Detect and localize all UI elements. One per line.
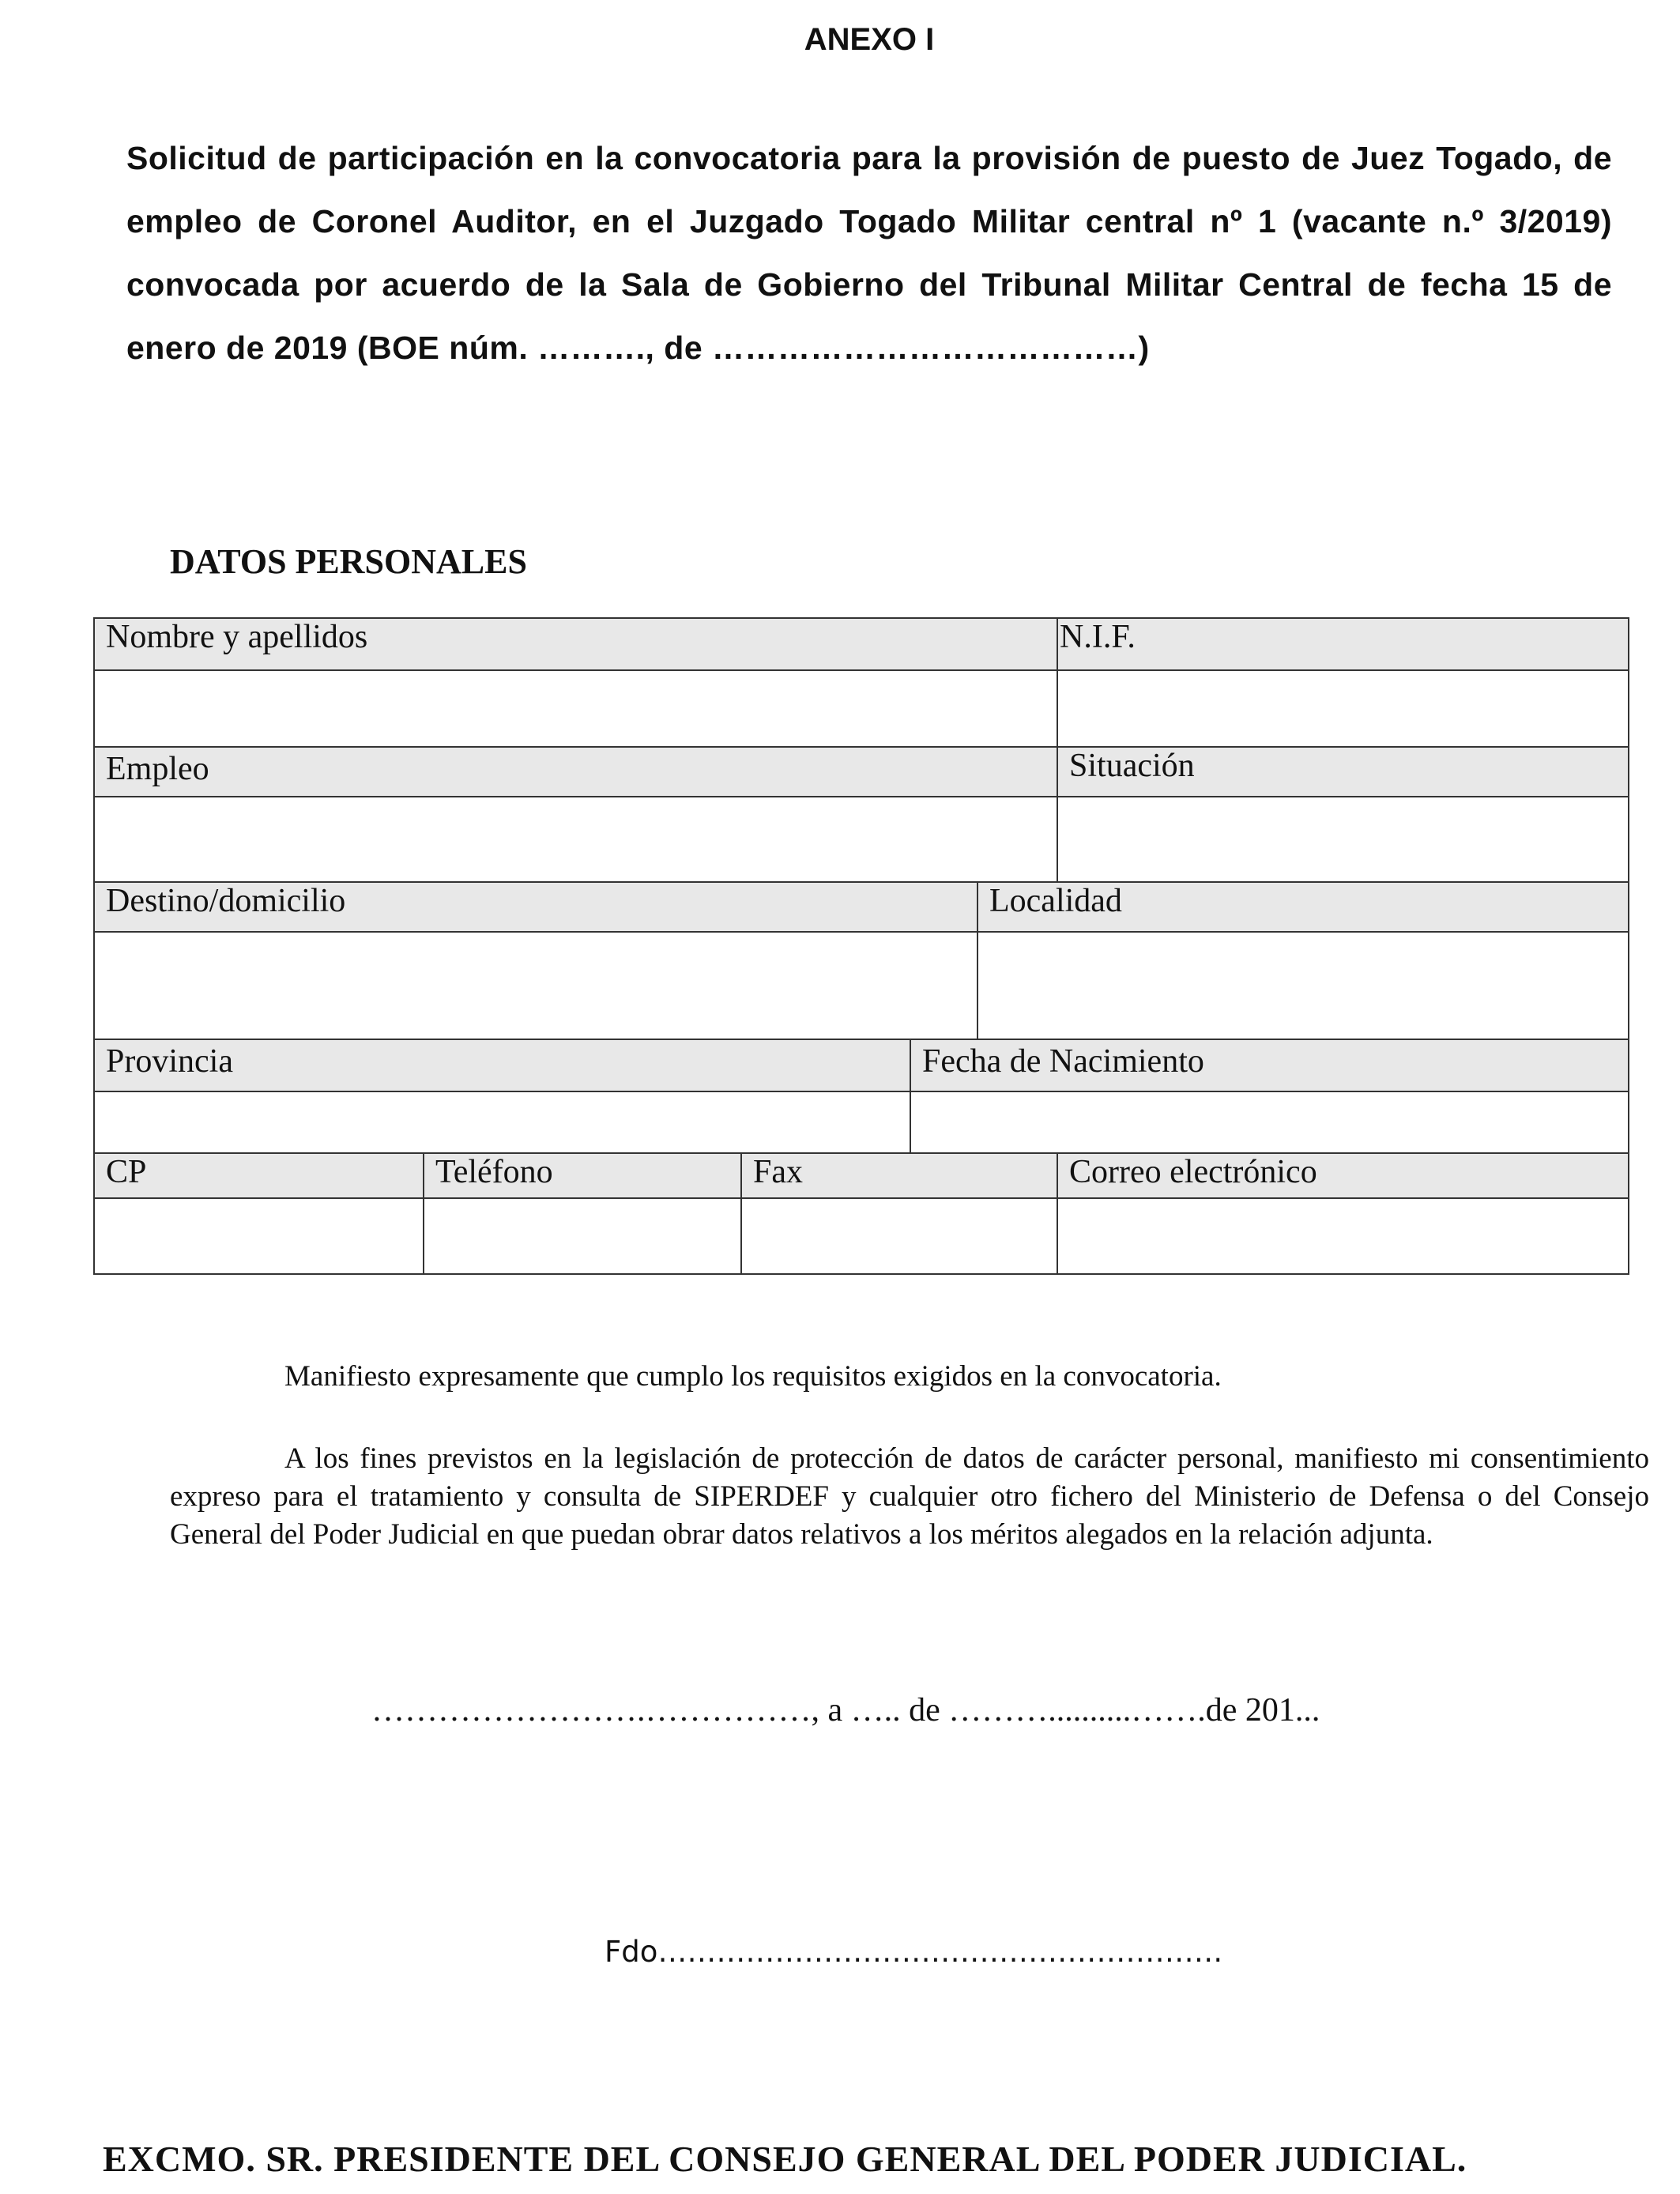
postal-code-label: CP bbox=[95, 1154, 424, 1199]
application-intro: Solicitud de participación en la convocatoria para la provisión de puesto de Juez Togado, de empleo de Coronel Auditor, en el Juzgado Togado Militar central nº 1 (vacante n.º 3/2019) convocada por acuerdo de la Sala de Gobierno del Tribunal Militar Central de fecha 15 de enero de 2019 (BOE núm. ………., de …………………………………) bbox=[126, 140, 1612, 366]
postal-code-field[interactable] bbox=[95, 1199, 424, 1273]
birth-date-label: Fecha de Nacimiento bbox=[911, 1040, 1628, 1092]
email-label: Correo electrónico bbox=[1058, 1154, 1628, 1199]
nif-field[interactable] bbox=[1058, 671, 1628, 748]
fax-field[interactable] bbox=[742, 1199, 1058, 1273]
province-field[interactable] bbox=[95, 1092, 911, 1154]
phone-field[interactable] bbox=[424, 1199, 742, 1273]
name-label: Nombre y apellidos bbox=[95, 619, 1058, 671]
situation-label: Situación bbox=[1058, 748, 1628, 797]
name-field[interactable] bbox=[95, 671, 1058, 748]
phone-label: Teléfono bbox=[424, 1154, 742, 1199]
birth-date-field[interactable] bbox=[911, 1092, 1628, 1154]
signature-line: Fdo…………………………………………………. bbox=[605, 1935, 1223, 1969]
fax-label: Fax bbox=[742, 1154, 1058, 1199]
data-consent-statement: A los fines previstos en la legislación de protección de datos de carácter personal, manifiesto mi consentimiento expreso para el tratamiento y consulta de SIPERDEF y cualquier otro fichero del Ministerio de Defensa o del Consejo General del Poder Judicial en que puedan obrar datos relativos a los méritos alegados en la relación adjunta. bbox=[170, 1442, 1649, 1551]
addressee-line: EXCMO. SR. PRESIDENTE DEL CONSEJO GENERAL DEL PODER JUDICIAL. bbox=[103, 2139, 1467, 2179]
locality-label: Localidad bbox=[978, 883, 1628, 933]
nif-label: N.I.F. bbox=[1058, 619, 1628, 671]
situation-field[interactable] bbox=[1058, 797, 1628, 883]
employment-label: Empleo bbox=[95, 748, 1058, 797]
locality-field[interactable] bbox=[978, 933, 1628, 1040]
annex-title: ANEXO I bbox=[804, 22, 935, 57]
personal-data-title: DATOS PERSONALES bbox=[170, 542, 527, 581]
place-date-line: …………………….……………, a ….. de ………..........…….de 201... bbox=[371, 1692, 1320, 1728]
employment-field[interactable] bbox=[95, 797, 1058, 883]
personal-data-table bbox=[93, 617, 1629, 1275]
requirements-statement: Manifiesto expresamente que cumplo los requisitos exigidos en la convocatoria. bbox=[284, 1360, 1222, 1393]
address-label: Destino/domicilio bbox=[95, 883, 978, 933]
address-field[interactable] bbox=[95, 933, 978, 1040]
province-label: Provincia bbox=[95, 1040, 911, 1092]
email-field[interactable] bbox=[1058, 1199, 1628, 1273]
